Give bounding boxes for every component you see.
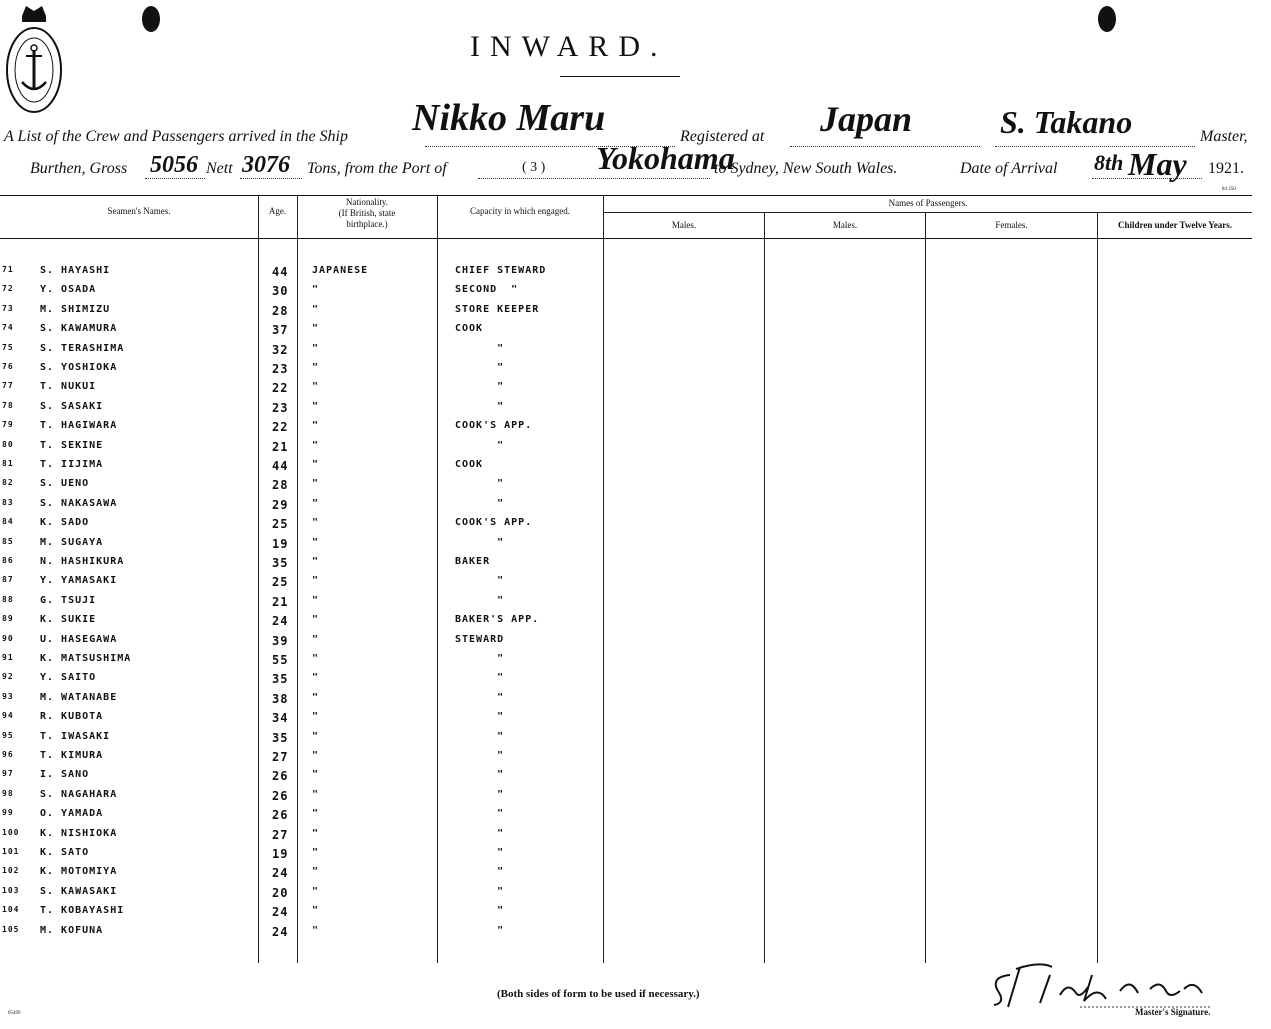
form-code: 84 250 [1222,187,1236,192]
tons-label: Tons, from the Port of [307,160,447,177]
seaman-capacity: COOK [455,459,484,470]
seaman-capacity: BAKER [455,556,491,567]
seaman-age: 19 [272,847,289,861]
port-number: ( 3 ) [522,160,546,175]
port-of-departure: Yokohama [596,140,735,176]
row-number: 95 [2,730,14,740]
seaman-nationality: " [312,750,320,761]
table-row [0,692,1252,710]
seaman-age: 24 [272,866,289,881]
seaman-nationality: " [312,653,320,664]
table-row [0,808,1252,826]
table-row [0,653,1252,671]
table-row [0,478,1252,496]
col-header-females: Females. [995,220,1028,230]
table-row [0,925,1252,943]
seaman-name: S. UENO [40,478,90,490]
seaman-age: 32 [272,342,289,357]
seaman-nationality: " [312,342,320,354]
seaman-nationality: " [312,788,320,800]
seaman-nationality: " [312,885,320,897]
seaman-name: M. KOFUNA [40,924,104,936]
seaman-nationality: JAPANESE [312,265,369,276]
table-row [0,731,1252,749]
row-number: 74 [2,323,14,333]
seaman-age: 24 [272,905,289,920]
table-row [0,634,1252,652]
seaman-nationality: " [312,497,320,509]
seaman-capacity: " [455,362,505,373]
table-row [0,847,1252,865]
port-line [478,178,710,179]
gross-tons: 5056 [150,152,198,178]
seaman-name: U. HASEGAWA [40,633,118,645]
seaman-age: 19 [272,536,289,551]
seaman-name: S. SASAKI [40,400,104,412]
seaman-age: 26 [272,769,289,784]
seaman-nationality: " [312,808,320,820]
row-number: 90 [2,633,14,643]
seaman-name: I. SANO [40,769,90,781]
row-number: 101 [2,847,20,856]
seaman-name: R. KUBOTA [40,711,104,723]
table-row [0,304,1252,322]
seaman-age: 29 [272,497,289,512]
seaman-age: 30 [272,284,289,299]
table-row [0,828,1252,846]
col-header-age: Age. [268,206,287,216]
col-header-nationality: Nationality. (If British, state birthplace.) [338,197,396,229]
seaman-nationality: " [312,556,320,567]
seaman-age: 27 [272,750,289,764]
seaman-age: 21 [272,439,289,454]
seaman-capacity: " [455,536,505,548]
row-number: 104 [2,905,20,915]
seaman-nationality: " [312,420,320,432]
seaman-age: 23 [272,362,289,376]
row-number: 103 [2,885,20,895]
seaman-name: S. NAGAHARA [40,788,118,800]
seaman-capacity: " [455,478,505,490]
seaman-capacity: " [455,750,505,761]
seaman-capacity: COOK'S APP. [455,517,533,529]
passenger-subheader-rule [604,212,1252,213]
seaman-age: 39 [272,633,289,648]
row-number: 97 [2,769,14,779]
seaman-name: Y. OSADA [40,284,97,296]
seaman-age: 38 [272,691,289,706]
nett-tons: 3076 [242,152,290,178]
seaman-age: 26 [272,808,289,823]
seaman-name: S. KAWAMURA [40,323,118,335]
seaman-name: T. SEKINE [40,439,104,451]
seaman-capacity: CHIEF STEWARD [455,265,547,276]
seaman-nationality: " [312,362,320,373]
gross-line [145,178,205,179]
seaman-age: 44 [272,459,289,473]
seaman-nationality: " [312,536,320,548]
seaman-name: T. IIJIMA [40,459,104,470]
row-number: 78 [2,400,14,410]
row-number: 73 [2,303,14,313]
seaman-name: T. KIMURA [40,750,104,761]
table-row [0,517,1252,535]
seaman-name: T. IWASAKI [40,730,111,742]
seaman-nationality: " [312,711,320,723]
table-row [0,672,1252,690]
arrival-line [1092,178,1202,179]
arrival-month: May [1128,146,1187,182]
seaman-age: 35 [272,556,289,570]
shipping-master-seal-icon [4,2,64,114]
table-row [0,343,1252,361]
seaman-age: 44 [272,265,289,279]
row-number: 96 [2,750,14,759]
seaman-nationality: " [312,459,320,470]
row-number: 105 [2,924,20,934]
seaman-capacity: BAKER'S APP. [455,614,540,626]
punch-hole-left [142,6,160,32]
seaman-age: 24 [272,614,289,629]
row-number: 79 [2,420,14,430]
arrival-label: Date of Arrival [960,160,1058,177]
row-number: 87 [2,575,14,585]
punch-hole-right [1098,6,1116,32]
seaman-capacity: " [455,769,505,781]
seaman-nationality: " [312,284,320,296]
seaman-capacity: " [455,497,505,509]
seaman-age: 27 [272,827,289,842]
table-row [0,614,1252,632]
table-row [0,459,1252,477]
seaman-age: 28 [272,478,289,493]
seaman-nationality: " [312,691,320,703]
seaman-nationality: " [312,672,320,684]
row-number: 93 [2,691,14,701]
seaman-age: 21 [272,594,289,609]
row-number: 102 [2,866,20,876]
table-row [0,750,1252,768]
row-number: 86 [2,556,14,565]
registered-line [790,146,980,147]
seaman-capacity: " [455,400,505,412]
seaman-capacity: " [455,730,505,742]
seaman-name: S. TERASHIMA [40,342,125,354]
row-number: 80 [2,439,14,449]
seaman-name: K. SADO [40,517,90,529]
title-underline [560,76,680,77]
seaman-nationality: " [312,323,320,335]
row-number: 88 [2,594,14,604]
seaman-nationality: " [312,400,320,412]
seaman-capacity: " [455,924,505,936]
seaman-name: T. HAGIWARA [40,420,118,432]
table-row [0,769,1252,787]
col-header-names: Seamen's Names. [107,206,171,216]
seaman-capacity: " [455,594,505,606]
seaman-capacity: " [455,905,505,917]
nett-line [240,178,302,179]
form-number: 05499 [8,1011,21,1016]
col-header-passengers: Names of Passengers. [888,198,968,208]
seaman-name: G. TSUJI [40,594,97,606]
table-row [0,323,1252,341]
registered-at: Japan [820,99,913,139]
row-number: 82 [2,478,14,488]
table-row [0,284,1252,302]
seaman-age: 26 [272,788,289,803]
nett-label: Nett [206,160,233,177]
seaman-capacity: SECOND " [455,284,519,296]
table-row [0,866,1252,884]
seaman-age: 23 [272,400,289,415]
seaman-age: 24 [272,924,289,939]
master-name: S. Takano [1000,104,1133,140]
table-row [0,575,1252,593]
table-row [0,595,1252,613]
seaman-capacity: STEWARD [455,633,505,645]
col-header-children: Children under Twelve Years. [1117,220,1232,230]
seaman-nationality: " [312,594,320,606]
row-number: 76 [2,362,14,371]
table-row [0,886,1252,904]
row-number: 71 [2,265,14,274]
seaman-name: S. NAKASAWA [40,497,118,509]
seaman-capacity: " [455,885,505,897]
table-row [0,420,1252,438]
table-row [0,440,1252,458]
seaman-name: T. NUKUI [40,381,97,393]
seaman-nationality: " [312,905,320,917]
seaman-capacity: " [455,847,505,858]
seaman-age: 34 [272,711,289,726]
seaman-nationality: " [312,439,320,451]
seaman-nationality: " [312,478,320,490]
table-row [0,537,1252,555]
seaman-nationality: " [312,866,320,878]
col-header-males-1: Males. [671,220,697,230]
table-row [0,556,1252,574]
seaman-name: K. MOTOMIYA [40,866,118,878]
seaman-nationality: " [312,730,320,742]
seaman-age: 28 [272,303,289,318]
signature-label: Master's Signature. [1135,1007,1211,1017]
seaman-nationality: " [312,614,320,626]
seaman-age: 35 [272,730,289,745]
row-number: 72 [2,284,14,294]
table-row [0,789,1252,807]
row-number: 94 [2,711,14,721]
row-number: 83 [2,497,14,507]
table-row [0,905,1252,923]
seaman-name: K. SATO [40,847,90,858]
seaman-name: M. SUGAYA [40,536,104,548]
seaman-name: S. YOSHIOKA [40,362,118,373]
table-row [0,401,1252,419]
form-title: INWARD. [470,30,668,63]
seaman-capacity: " [455,381,505,393]
row-number: 85 [2,536,14,546]
seaman-capacity: " [455,439,505,451]
seaman-age: 22 [272,381,289,396]
burthen-label: Burthen, Gross [30,160,128,177]
seaman-nationality: " [312,924,320,936]
seaman-nationality: " [312,769,320,781]
seaman-nationality: " [312,517,320,529]
footer-note: (Both sides of form to be used if necessary.) [497,988,700,1000]
seaman-name: M. SHIMIZU [40,303,111,315]
seaman-name: N. HASHIKURA [40,556,125,567]
seaman-name: S. HAYASHI [40,265,111,276]
ship-name: Nikko Maru [412,97,606,139]
seaman-name: K. NISHIOKA [40,827,118,839]
master-label: Master, [1200,128,1248,145]
col-header-capacity: Capacity in which engaged. [470,206,570,216]
arrival-day: 8th [1094,150,1124,175]
seaman-capacity: " [455,672,505,684]
table-row [0,381,1252,399]
seaman-nationality: " [312,827,320,839]
registered-label: Registered at [680,128,765,145]
seaman-name: O. YAMADA [40,808,104,820]
seaman-capacity: " [455,342,505,354]
master-signature [980,955,1220,1010]
seaman-capacity: " [455,808,505,820]
seaman-age: 20 [272,885,289,900]
row-number: 98 [2,788,14,798]
seaman-name: S. KAWASAKI [40,885,118,897]
seaman-age: 55 [272,653,289,667]
seaman-capacity: " [455,788,505,800]
seaman-name: M. WATANABE [40,691,118,703]
seaman-capacity: COOK [455,323,484,335]
row-number: 91 [2,653,14,662]
seaman-capacity: " [455,711,505,723]
seaman-nationality: " [312,575,320,587]
table-row [0,362,1252,380]
row-number: 89 [2,614,14,624]
seaman-age: 37 [272,323,289,338]
table-header-rule [0,238,1252,239]
arrival-year: 1921. [1208,160,1244,177]
seaman-nationality: " [312,303,320,315]
seaman-capacity: " [455,575,505,587]
seaman-name: Y. SAITO [40,672,97,684]
line1-prefix: A List of the Crew and Passengers arrived in the Ship [4,128,348,145]
table-row [0,498,1252,516]
seaman-age: 25 [272,517,289,532]
row-number: 81 [2,459,14,468]
seaman-capacity: " [455,827,505,839]
table-top-rule [0,195,1252,196]
seaman-capacity: " [455,691,505,703]
table-row [0,265,1252,283]
seaman-capacity: STORE KEEPER [455,303,540,315]
seaman-name: T. KOBAYASHI [40,905,125,917]
row-number: 99 [2,808,14,818]
row-number: 77 [2,381,14,391]
seaman-capacity: " [455,866,505,878]
seaman-name: K. MATSUSHIMA [40,653,132,664]
seaman-capacity: COOK'S APP. [455,420,533,432]
seaman-nationality: " [312,847,320,858]
table-row [0,711,1252,729]
seaman-nationality: " [312,381,320,393]
to-sydney: to Sydney, New South Wales. [714,160,898,177]
seaman-age: 22 [272,420,289,435]
seaman-name: K. SUKIE [40,614,97,626]
row-number: 75 [2,342,14,352]
seaman-name: Y. YAMASAKI [40,575,118,587]
col-header-males-2: Males. [832,220,858,230]
row-number: 84 [2,517,14,527]
seaman-nationality: " [312,633,320,645]
row-number: 100 [2,827,20,837]
seaman-age: 35 [272,672,289,687]
seaman-age: 25 [272,575,289,590]
seaman-capacity: " [455,653,505,664]
row-number: 92 [2,672,14,682]
